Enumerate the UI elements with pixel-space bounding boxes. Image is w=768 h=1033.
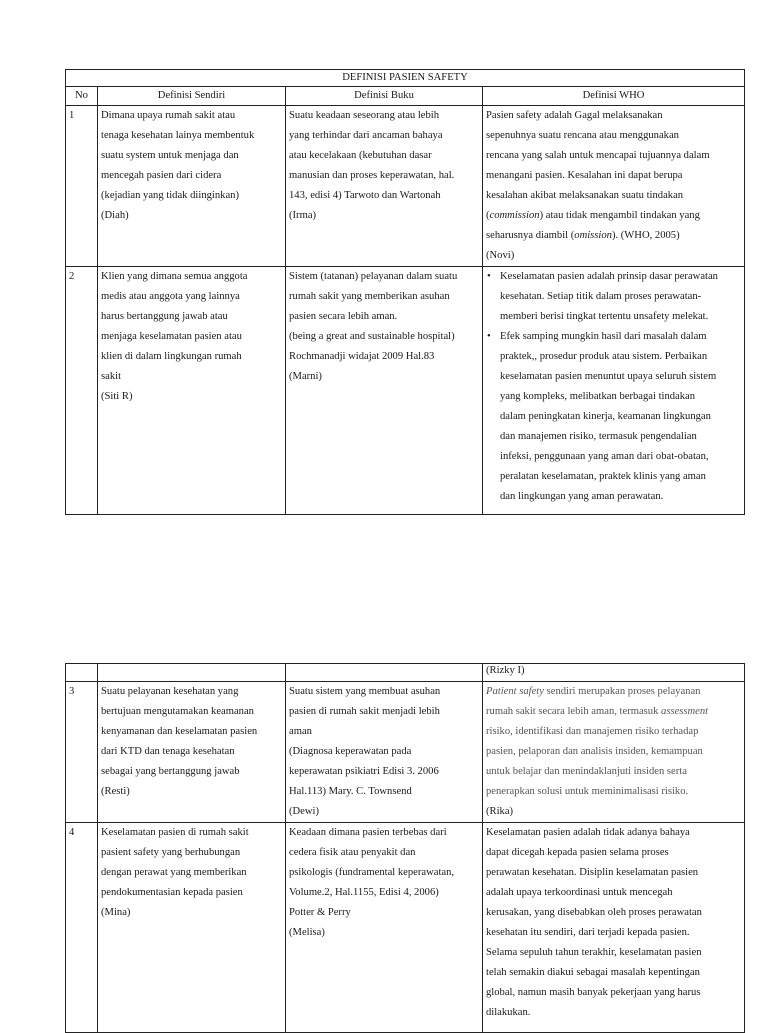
paren-open: ( — [486, 210, 490, 221]
cell-line: (Marni) — [289, 371, 322, 382]
definisi-buku-cell — [286, 267, 483, 515]
cell-line: • Efek samping mungkin hasil dari masalah dalam — [500, 331, 707, 342]
cell-line: kerusakan, yang disebabkan oleh proses perawatan — [486, 907, 702, 918]
cell-line: (Rika) — [486, 806, 514, 817]
empty-cell — [66, 664, 98, 682]
cell-line: (Siti R) — [101, 391, 133, 402]
definisi-buku-cell — [286, 106, 483, 267]
cell-line: (Novi) — [486, 250, 515, 261]
header-definisi-buku: Definisi Buku — [286, 87, 483, 106]
cell-line: Keselamatan pasien adalah tidak adanya bahaya — [486, 827, 690, 838]
table-row — [66, 682, 745, 823]
cell-line: aman — [289, 726, 312, 737]
header-definisi-who: Definisi WHO — [483, 87, 745, 106]
cell-line: (Irma) — [289, 210, 317, 221]
cell-line: (Dewi) — [289, 806, 320, 817]
table-title: DEFINISI PASIEN SAFETY — [66, 70, 745, 87]
cell-line: suatu system untuk menjaga dan — [101, 150, 239, 161]
cell-line: rencana yang salah untuk mencapai tujuannya dalam — [486, 150, 710, 161]
table-row — [66, 823, 745, 1033]
cell-line — [486, 226, 741, 246]
cell-line: dari KTD dan tenaga kesehatan — [101, 746, 235, 757]
list-item — [486, 267, 741, 327]
cell-line: sebagai yang bertanggung jawab — [101, 766, 240, 777]
commission-term: commission — [489, 210, 540, 221]
patient-safety-definitions-table-continued — [65, 663, 745, 1033]
cell-line: Volume.2, Hal.1155, Edisi 4, 2006) — [289, 887, 439, 898]
cell-line: rumah sakit yang memberikan asuhan — [289, 291, 450, 302]
cell-line: Klien yang dimana semua anggota — [101, 271, 248, 282]
omission-term: omission — [574, 230, 612, 241]
commission-rest: ) atau tidak mengambil tindakan yang — [539, 210, 700, 221]
cell-line: Suatu keadaan seseorang atau lebih — [289, 110, 440, 121]
definisi-who-cell — [483, 106, 745, 267]
cell-line: global, namun masih banyak pekerjaan yang harus — [486, 987, 701, 998]
definisi-sendiri-cell — [98, 106, 286, 267]
cell-line: bertujuan mengutamakan keamanan — [101, 706, 254, 717]
cell-line: cedera fisik atau penyakit dan — [289, 847, 416, 858]
patient-safety-term: Patient safety — [486, 686, 544, 697]
cell-line: peralatan keselamatan, praktek klinis yang aman — [500, 471, 706, 482]
cell-line: manusian dan proses keperawatan, hal. — [289, 170, 455, 181]
cell-line: infeksi, penggunaan yang aman dari obat-obatan, — [500, 451, 709, 462]
cell-line: (Melisa) — [289, 927, 325, 938]
table-row — [66, 267, 745, 515]
cell-line: • Keselamatan pasien adalah prinsip dasar perawatan — [500, 271, 718, 282]
carry-over-author: (Rizky I) — [483, 664, 745, 682]
cell-line: klien di dalam lingkungan rumah — [101, 351, 242, 362]
cell-line: menangani pasien. Kesalahan ini dapat berupa — [486, 170, 683, 181]
cell-line: (Mina) — [101, 907, 131, 918]
definisi-sendiri-cell — [98, 823, 286, 1033]
line-pre: rumah sakit secara lebih aman, termasuk — [486, 706, 662, 717]
row-number: 2 — [66, 267, 98, 515]
cell-line: kesehatan. Setiap titik dalam proses perawatan- — [500, 291, 702, 302]
cell-line: praktek,, prosedur produk atau sistem. Perbaikan — [500, 351, 708, 362]
cell-line: keselamatan pasien menuntut upaya seluruh sistem — [500, 371, 717, 382]
assessment-term: assessment — [661, 706, 709, 717]
line-rest: sendiri merupakan proses pelayanan — [543, 686, 701, 697]
cell-line: yang terhindar dari ancaman bahaya — [289, 130, 443, 141]
cell-line: pendokumentasian kepada pasien — [101, 887, 243, 898]
empty-cell — [286, 664, 483, 682]
cell-line: risiko, identifikasi dan manajemen risiko terhadap — [486, 726, 699, 737]
omission-pre: seharusnya diambil ( — [486, 230, 575, 241]
row-number: 1 — [66, 106, 98, 267]
definisi-who-cell — [483, 682, 745, 823]
patient-safety-definitions-table — [65, 69, 745, 515]
definisi-sendiri-cell — [98, 682, 286, 823]
cell-line: menjaga keselamatan pasien atau — [101, 331, 242, 342]
cell-line: Keselamatan pasien di rumah sakit — [101, 827, 249, 838]
table-row — [66, 106, 745, 267]
cell-line: Hal.113) Mary. C. Townsend — [289, 786, 412, 797]
cell-line: pasient safety yang berhubungan — [101, 847, 241, 858]
cell-line: Potter & Perry — [289, 907, 351, 918]
definisi-buku-cell — [286, 823, 483, 1033]
cell-line: keperawatan psikiatri Edisi 3. 2006 — [289, 766, 439, 777]
cell-line: medis atau anggota yang lainnya — [101, 291, 240, 302]
cell-line: (Diagnosa keperawatan pada — [289, 746, 412, 757]
cell-line: penerapkan solusi untuk meminimalisasi risiko. — [486, 786, 689, 797]
cell-line: dilakukan. — [486, 1007, 531, 1018]
header-definisi-sendiri: Definisi Sendiri — [98, 87, 286, 106]
cell-line: tenaga kesehatan lainya membentuk — [101, 130, 255, 141]
cell-line: dengan perawat yang memberikan — [101, 867, 247, 878]
cell-line: atau kecelakaan (kebutuhan dasar — [289, 150, 432, 161]
cell-line — [486, 682, 741, 702]
cell-line: (Resti) — [101, 786, 130, 797]
cell-line: yang kompleks, melibatkan berbagai tindakan — [500, 391, 696, 402]
cell-line: telah semakin diakui sebagai masalah kepentingan — [486, 967, 700, 978]
cell-line: Dimana upaya rumah sakit atau — [101, 110, 236, 121]
row-number: 3 — [66, 682, 98, 823]
cell-line: dan manajemen risiko, termasuk pengendalian — [500, 431, 697, 442]
cell-line — [486, 206, 741, 226]
cell-line: harus bertanggung jawab atau — [101, 311, 228, 322]
cell-line: adalah upaya terkoordinasi untuk mencegah — [486, 887, 673, 898]
cell-line: pasien di rumah sakit menjadi lebih — [289, 706, 440, 717]
definisi-who-cell — [483, 823, 745, 1033]
cell-line: dalam peningkatan kinerja, keamanan lingkungan — [500, 411, 711, 422]
cell-line: Pasien safety adalah Gagal melaksanakan — [486, 110, 663, 121]
cell-line: perawatan kesehatan. Disiplin keselamatan pasien — [486, 867, 699, 878]
cell-line: (being a great and sustainable hospital) — [289, 331, 455, 342]
definisi-buku-cell — [286, 682, 483, 823]
cell-line: Suatu pelayanan kesehatan yang — [101, 686, 239, 697]
cell-line: pasien, pelaporan dan analisis insiden, kemampuan — [486, 746, 703, 757]
cell-line: (kejadian yang tidak diinginkan) — [101, 190, 239, 201]
cell-line: Keadaan dimana pasien terbebas dari — [289, 827, 447, 838]
cell-line: kenyamanan dan keselamatan pasien — [101, 726, 258, 737]
cell-line: sakit — [101, 371, 122, 382]
cell-line: Sistem (tatanan) pelayanan dalam suatu — [289, 271, 458, 282]
row-number: 4 — [66, 823, 98, 1033]
cell-line: dan lingkungan yang aman perawatan. — [500, 491, 664, 502]
empty-cell — [98, 664, 286, 682]
cell-line: psikologis (fundramental keperawatan, — [289, 867, 455, 878]
cell-line: mencegah pasien dari cidera — [101, 170, 222, 181]
omission-rest: ). (WHO, 2005) — [611, 230, 680, 241]
cell-line: 143, edisi 4) Tarwoto dan Wartonah — [289, 190, 441, 201]
cell-line: sepenuhnya suatu rencana atau menggunakan — [486, 130, 679, 141]
who-bullet-list — [486, 267, 741, 507]
list-item — [486, 327, 741, 507]
cell-line: kesalahan akibat melaksanakan suatu tindakan — [486, 190, 684, 201]
header-no: No — [66, 87, 98, 106]
cell-line: Suatu sistem yang membuat asuhan — [289, 686, 441, 697]
cell-line: (Diah) — [101, 210, 129, 221]
definisi-who-cell — [483, 267, 745, 515]
cell-line: Selama sepuluh tahun terakhir, keselamatan pasien — [486, 947, 702, 958]
cell-line: kesehatan itu sendiri, dari terjadi kepada pasien. — [486, 927, 690, 938]
cell-line: dapat dicegah kepada pasien selama proses — [486, 847, 669, 858]
cell-line: pasien secara lebih aman. — [289, 311, 398, 322]
table-row — [66, 664, 745, 682]
cell-line: untuk belajar dan menindaklanjuti insiden serta — [486, 766, 687, 777]
cell-line: Rochmanadji widajat 2009 Hal.83 — [289, 351, 435, 362]
cell-line — [486, 702, 741, 722]
definisi-sendiri-cell — [98, 267, 286, 515]
cell-line: memberi berisi tingkat tertentu unsafety melekat. — [500, 311, 709, 322]
